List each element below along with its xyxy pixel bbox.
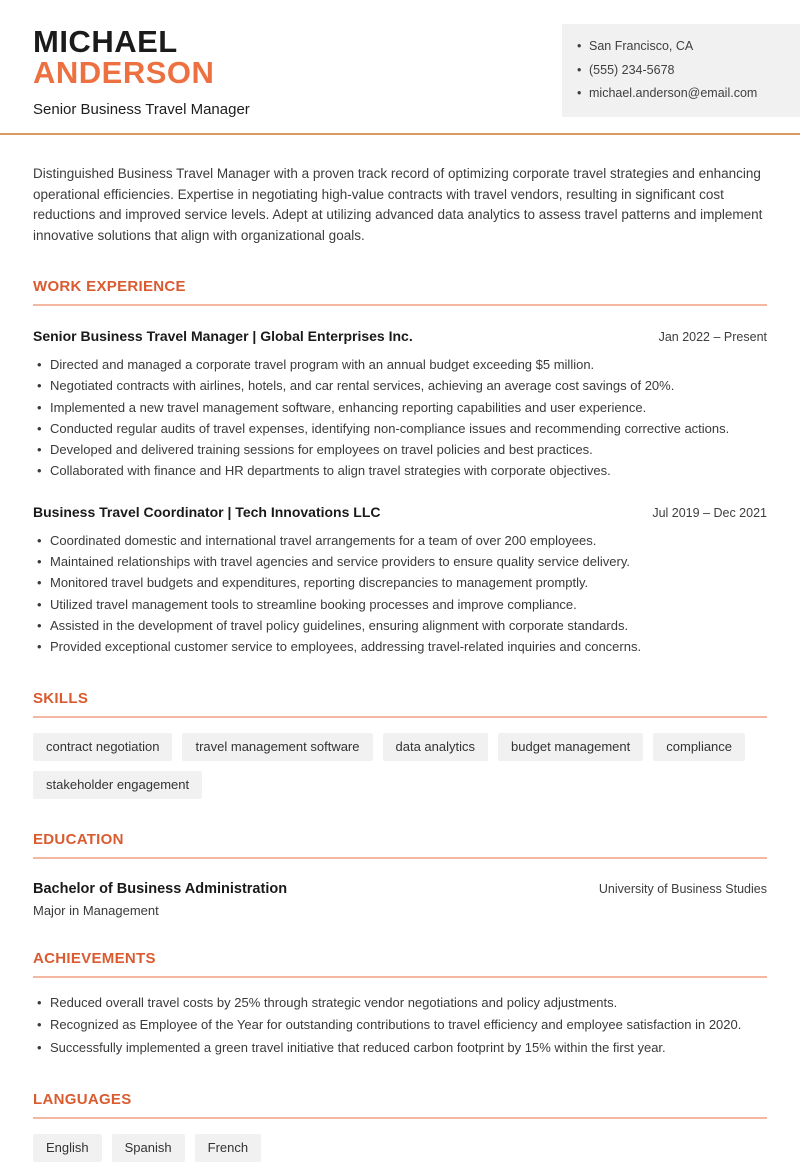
skill-tag: travel management software xyxy=(182,733,372,761)
section-languages xyxy=(33,1091,767,1162)
work-experience-divider xyxy=(33,304,767,306)
section-achievements xyxy=(33,950,767,1060)
job-bullet: • Conducted regular audits of travel expenses, identifying non-compliance issues and recommending corrective actions. xyxy=(33,418,767,439)
job-entry-2 xyxy=(33,504,767,658)
education-divider xyxy=(33,857,767,859)
section-skills xyxy=(33,690,767,799)
job-bullet: • Developed and delivered training sessions for employees on travel policies and best practices. xyxy=(33,439,767,460)
skill-tag: budget management xyxy=(498,733,643,761)
job-bullet: • Collaborated with finance and HR departments to align travel strategies with corporate objectives. xyxy=(33,460,767,481)
contact-item: • San Francisco, CA xyxy=(577,35,792,59)
job-bullet-list xyxy=(33,354,767,482)
education-detail: Major in Management xyxy=(33,902,159,918)
language-tag: English xyxy=(33,1134,102,1162)
languages-heading: LANGUAGES xyxy=(33,1091,132,1109)
first-name: MICHAEL xyxy=(33,24,178,59)
education-degree: Bachelor of Business Administration xyxy=(33,880,288,897)
language-tag: French xyxy=(195,1134,261,1162)
skill-tag: compliance xyxy=(653,733,745,761)
job-dates: Jul 2019 – Dec 2021 xyxy=(652,505,767,520)
achievement-bullet: • Recognized as Employee of the Year for outstanding contributions to travel efficiency and employee satisfaction in 2020. xyxy=(33,1014,767,1037)
job-title: Senior Business Travel Manager | Global Enterprises Inc. xyxy=(33,328,413,344)
education-school: University of Business Studies xyxy=(598,881,767,896)
job-bullet: • Assisted in the development of travel policy guidelines, ensuring alignment with corporate standards. xyxy=(33,615,767,636)
achievements-heading: ACHIEVEMENTS xyxy=(33,949,156,967)
resume-body xyxy=(0,164,800,1162)
job-bullet: • Monitored travel budgets and expenditures, reporting discrepancies to management promptly. xyxy=(33,572,767,593)
job-bullet: • Maintained relationships with travel agencies and service providers to ensure quality service delivery. xyxy=(33,551,767,572)
education-entry xyxy=(33,881,767,897)
job-title: Business Travel Coordinator | Tech Innovations LLC xyxy=(33,503,381,520)
job-bullet: • Directed and managed a corporate travel program with an annual budget exceeding $5 million. xyxy=(33,354,767,375)
job-bullet: • Negotiated contracts with airlines, hotels, and car rental services, achieving an average cost savings of 20%. xyxy=(33,375,767,396)
person-job-title: Senior Business Travel Manager xyxy=(33,101,250,118)
person-name xyxy=(33,26,250,88)
resume-header xyxy=(0,0,800,118)
job-bullet: • Utilized travel management tools to streamline booking processes and improve compliance. xyxy=(33,594,767,615)
work-experience-heading: WORK EXPERIENCE xyxy=(33,278,186,295)
skill-tag-list xyxy=(33,733,767,799)
skill-tag: data analytics xyxy=(383,733,489,761)
job-header xyxy=(33,328,767,344)
education-heading: EDUCATION xyxy=(33,830,124,848)
skill-tag: stakeholder engagement xyxy=(33,771,202,799)
achievements-divider xyxy=(33,976,767,978)
skills-divider xyxy=(33,716,767,718)
contact-list xyxy=(577,35,792,106)
job-header xyxy=(33,504,767,520)
job-dates: Jan 2022 – Present xyxy=(658,330,767,344)
contact-item: • michael.anderson@email.com xyxy=(577,82,792,106)
section-work-experience xyxy=(33,278,767,658)
language-tag: Spanish xyxy=(112,1134,185,1162)
last-name: ANDERSON xyxy=(33,55,215,90)
achievement-bullet-list xyxy=(33,992,767,1060)
section-education xyxy=(33,831,767,918)
skills-heading: SKILLS xyxy=(33,689,89,707)
job-bullet: • Coordinated domestic and international travel arrangements for a team of over 200 employees. xyxy=(33,530,767,551)
language-tag-list xyxy=(33,1134,767,1162)
summary-paragraph: Distinguished Business Travel Manager with a proven track record of optimizing corporate travel strategies and enhancing operational efficiencies. Expertise in negotiating high-value contracts with travel vendors, resulting in significant cost reductions and improved service levels. Adept at utilizing advanced data analytics to assess travel patterns and implement innovative solutions that align with organizational goals. xyxy=(33,166,763,243)
contact-box xyxy=(562,24,800,117)
contact-item: • (555) 234-5678 xyxy=(577,59,792,83)
job-bullet: • Implemented a new travel management software, enhancing reporting capabilities and user experience. xyxy=(33,397,767,418)
job-bullet: • Provided exceptional customer service to employees, addressing travel-related inquiries and concerns. xyxy=(33,636,767,657)
achievement-bullet: • Successfully implemented a green travel initiative that reduced carbon footprint by 15% within the first year. xyxy=(33,1037,767,1060)
job-bullet-list xyxy=(33,530,767,658)
job-entry-1 xyxy=(33,328,767,482)
header-divider xyxy=(0,133,800,135)
header-identity xyxy=(33,24,250,118)
achievement-bullet: • Reduced overall travel costs by 25% through strategic vendor negotiations and policy adjustments. xyxy=(33,992,767,1015)
languages-divider xyxy=(33,1117,767,1119)
skill-tag: contract negotiation xyxy=(33,733,172,761)
